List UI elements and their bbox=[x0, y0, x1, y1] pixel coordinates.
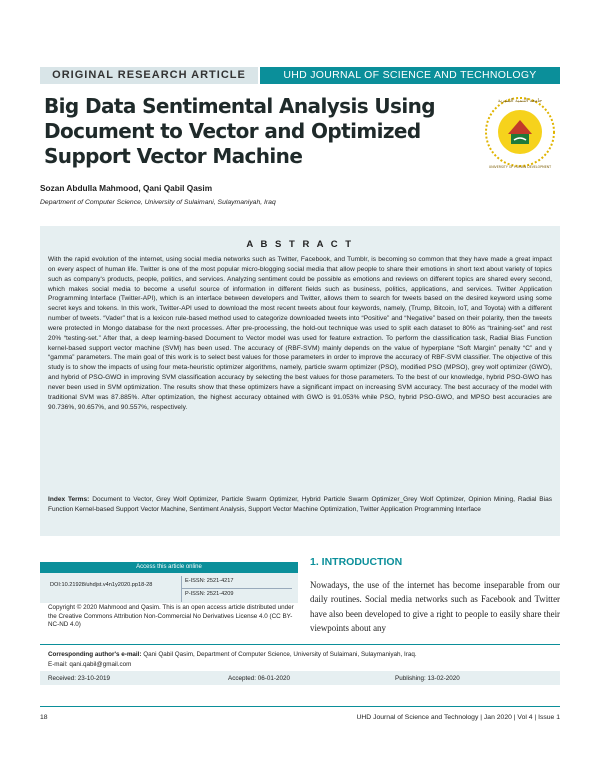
index-terms-text: Document to Vector, Grey Wolf Optimizer, Particle Swarm Optimizer, Hybrid Particle Swarm Optimizer_Grey Wolf Optimizer, Opinion Mining, Radial Bias Function Kernel-based Support Vector Machine, Sentiment Analysis, Support Vector Machine Optimization, Twitter Application Programming Interface bbox=[48, 496, 553, 513]
correspondence-email[interactable]: E-mail: qani.qabil@gmail.com bbox=[48, 660, 132, 668]
introduction-text: Nowadays, the use of the internet has become inseparable from our daily routines. Social media networks such as Facebook and Twitter have also been developed to give a right to people to easily share their viewpoints about any bbox=[310, 580, 560, 633]
introduction-heading: 1. INTRODUCTION bbox=[310, 556, 403, 568]
access-heading: Access this article online bbox=[40, 562, 298, 573]
correspondence-label: Corresponding author's e-mail: bbox=[48, 651, 142, 658]
divider bbox=[40, 644, 560, 645]
doi-link[interactable]: DOI:10.21928/uhdjst.v4n1y2020.pp18-28 bbox=[50, 582, 153, 588]
index-terms bbox=[48, 495, 552, 515]
divider bbox=[40, 706, 560, 707]
index-terms-label: Index Terms: bbox=[48, 496, 90, 503]
received-date: Received: 23-10-2019 bbox=[48, 675, 110, 682]
university-logo bbox=[480, 92, 560, 172]
accepted-date: Accepted: 06-01-2020 bbox=[228, 675, 290, 682]
article-type-label: ORIGINAL RESEARCH ARTICLE bbox=[40, 67, 258, 84]
affiliation: Department of Computer Science, University of Sulaimani, Sulaymaniyah, Iraq bbox=[40, 199, 276, 206]
footer-journal: UHD Journal of Science and Technology | Jan 2020 | Vol 4 | Issue 1 bbox=[356, 714, 560, 721]
dates-panel bbox=[40, 671, 560, 685]
divider bbox=[181, 576, 182, 602]
logo-top-text: جامعة التنمية البشرية bbox=[497, 98, 543, 104]
published-date: Publishing: 13-02-2020 bbox=[395, 675, 460, 682]
correspondence-text: Qani Qabil Qasim, Department of Computer Science, University of Sulaimani, Sulaymaniyah, Iraq. bbox=[143, 651, 417, 658]
abstract-heading: A B S T R A C T bbox=[246, 239, 354, 250]
pissn: P-ISSN: 2521-4209 bbox=[185, 591, 234, 597]
journal-banner: UHD JOURNAL OF SCIENCE AND TECHNOLOGY bbox=[260, 67, 560, 84]
correspondence bbox=[48, 650, 560, 669]
divider bbox=[182, 588, 292, 589]
page-number: 18 bbox=[40, 714, 48, 721]
authors: Sozan Abdulla Mahmood, Qani Qabil Qasim bbox=[40, 183, 213, 193]
copyright-notice: Copyright © 2020 Mahmood and Qasim. This is an open access article distributed under the Creative Commons Attribution Non-Commercial No Derivatives License 4.0 (CC BY-NC-ND 4.0) bbox=[48, 604, 294, 629]
abstract-text: With the rapid evolution of the internet, using social media networks such as Twitter, Facebook, and Tumblr, is becoming so common that they have made a great impact on every aspect of human life. Twitter is one of the most popular micro-blogging social media that allow people to share their emotions in short text about variety of topics such as company's products, people, politics, and services. Analyzing sentiment could be possible as emotions and reviews on different topics are shared every second, which makes social media to become a useful source of information in different fields such as business, politics, applications, and services. Twitter Application Programming Interface (Twitter-API), which is an interface between developers and Twitter, allows them to search for tweets based on the desired keyword using some secret keys and tokens. In this work, Twitter-API used to download the most recent tweets about four keywords, namely, (Trump, Bitcoin, IoT, and Toyota) with a different number of tweets. “Vader” that is a lexicon rule-based method used to categorize downloaded tweets into “Positive” and “Negative” based on their polarity, then the tweets were protected in Mongo database for the next processes. After pre-processing, the hold-out technique was used to split each dataset to 80% as “training-set” and rest 20% “testing-set.” After that, a deep learning-based Document to Vector model was used for feature extraction. To perform the classification task, Radial Bias Function kernel-based support vector machine (SVM) has been used. The accuracy of (RBF-SVM) mainly depends on the value of hyperplane “Soft Margin” penalty “C” and γ “gamma” parameters. The main goal of this work is to select best values for those parameters in order to improve the accuracy of RBF-SVM classifier. The objective of this study is to show the impacts of using four meta-heuristic optimizer algorithms, namely, particle swarm optimizer (PSO), modified PSO (MPSO), grey wolf optimizer (GWO), and hybrid of PSO-GWO in improving SVM classification accuracy by selecting the best values for those parameters. To the best of our knowledge, hybrid PSO-GWO has never been used in SVM optimization. The results show that these optimizers have a significant impact on increasing SVM accuracy. The best accuracy of the model with traditional SVM was 87.885%. After optimization, the highest accuracy obtained with GWO is 91.053% while PSO, hybrid PSO-GWO, and MPSO best accuracies are 90.736%, 90.657%, and 90.557%, respectively. bbox=[48, 256, 552, 411]
paper-title: Big Data Sentimental Analysis Using Document to Vector and Optimized Support Vector Machine bbox=[44, 94, 435, 168]
eissn: E-ISSN: 2521-4217 bbox=[185, 578, 234, 584]
logo-bottom-text: UNIVERSITY OF HUMAN DEVELOPMENT bbox=[488, 165, 552, 169]
